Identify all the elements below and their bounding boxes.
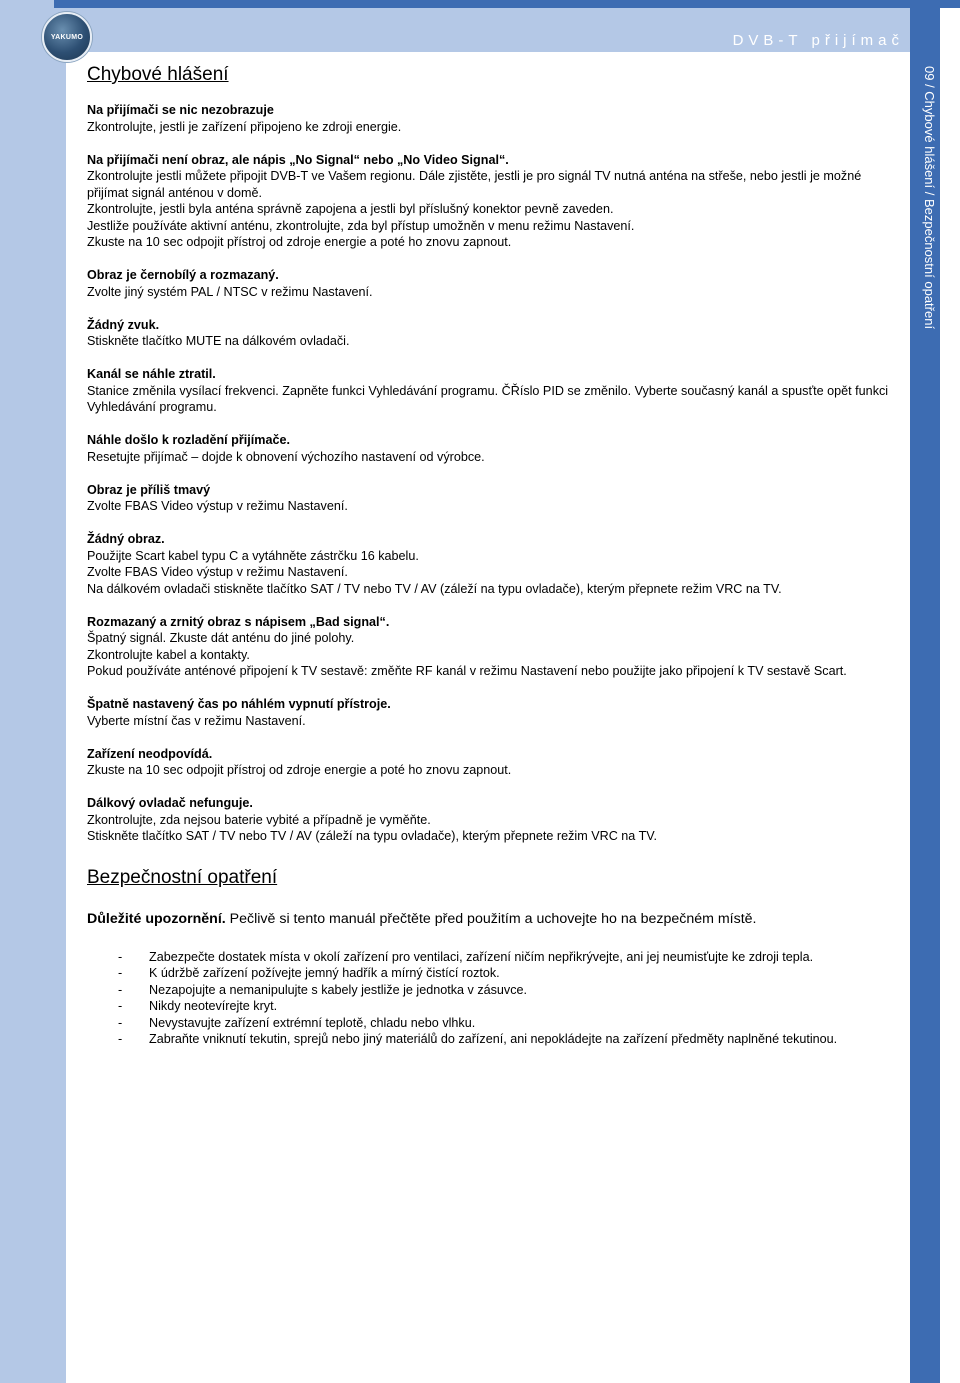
yakumo-logo [42, 12, 92, 62]
error-heading: Dálkový ovladač nefunguje. [87, 796, 253, 810]
logo-text: YAKUMO [50, 33, 84, 41]
error-solution: Stanice změnila vysílací frekvenci. Zapněte funkci Vyhledávání programu. ČŘíslo PID se změnilo. Vyberte současný kanál a spusťte opět funkci Vyhledávání programu. [87, 383, 889, 414]
error-heading: Rozmazaný a zrnitý obraz s nápisem „Bad signal“. [87, 614, 390, 629]
side-tab-label: 09 / Chybové hlášení / Bezpečnostní opatření [922, 66, 937, 330]
error-solution: Jestliže používáte aktivní anténu, zkontrolujte, zda byl přístup umožněn v menu režimu Nastavení. [87, 218, 635, 233]
safety-item: - Nikdy neotevírejte kryt. [87, 998, 897, 1015]
safety-item: - Nezapojujte a nemanipulujte s kabely jestliže je jednotka v zásuvce. [87, 982, 897, 999]
error-heading: Obraz je černobílý a rozmazaný. [87, 268, 279, 282]
error-solution: Špatný signál. Zkuste dát anténu do jiné polohy. [87, 631, 355, 645]
error-heading: Náhle došlo k rozladění přijímače. [87, 433, 290, 447]
error-solution: Na dálkovém ovladači stiskněte tlačítko SAT / TV nebo TV / AV (záleží na typu ovladače), kterým přepnete režim VRC na TV. [87, 581, 782, 596]
important-label: Důležité upozornění. [87, 910, 226, 927]
error-solution: Zkontrolujte, zda nejsou baterie vybité a případně je vyměňte. [87, 812, 431, 827]
safety-item: - Nevystavujte zařízení extrémní teplotě, chladu nebo vlhku. [87, 1015, 897, 1032]
header-title: DVB-T přijímač [732, 32, 904, 49]
safety-item: - Zabezpečte dostatek místa v okolí zařízení pro ventilaci, zařízení ničím nepřikrývejte, ani jej neumisťujte ke zdroji tepla. [87, 949, 897, 966]
error-heading: Žádný obraz. [87, 532, 165, 546]
error-solution: Pokud používáte anténové připojení k TV sestavě: změňte RF kanál v režimu Nastavení nebo použijte jako připojení k TV sestavě Scart. [87, 664, 847, 678]
error-solution: Zkontrolujte, jestli byla anténa správně zapojena a jestli byl příslušný konektor pevně zaveden. [87, 202, 614, 216]
error-solution: Zkuste na 10 sec odpojit přístroj od zdroje energie a poté ho znovu zapnout. [87, 235, 512, 249]
top-accent-strip [54, 0, 960, 8]
error-solution: Zvolte FBAS Video výstup v režimu Nastavení. [87, 499, 348, 513]
error-solution: Resetujte přijímač – dojde k obnovení výchozího nastavení od výrobce. [87, 449, 485, 464]
error-heading: Kanál se náhle ztratil. [87, 367, 216, 381]
error-heading: Na přijímači se nic nezobrazuje [87, 103, 274, 117]
error-heading: Obraz je příliš tmavý [87, 482, 211, 497]
error-solution: Zvolte jiný systém PAL / NTSC v režimu Nastavení. [87, 284, 373, 299]
left-decor-bar [0, 0, 66, 1383]
error-solution: Zkontrolujte kabel a kontakty. [87, 647, 250, 662]
error-heading: Na přijímači není obraz, ale nápis „No Signal“ nebo „No Video Signal“. [87, 152, 509, 167]
error-solution: Zkuste na 10 sec odpojit přístroj od zdroje energie a poté ho znovu zapnout. [87, 763, 512, 777]
error-solution: Zkontrolujte, jestli je zařízení připojeno ke zdroji energie. [87, 119, 402, 134]
safety-list [87, 949, 897, 1048]
error-solution: Zvolte FBAS Video výstup v režimu Nastavení. [87, 565, 348, 579]
safety-item: - K údržbě zařízení požívejte jemný hadřík a mírný čistící roztok. [87, 965, 897, 982]
error-list [87, 102, 897, 845]
important-text: Pečlivě si tento manuál přečtěte před použitím a uchovejte ho na bezpečném místě. [225, 910, 757, 927]
error-solution: Použijte Scart kabel typu C a vytáhněte zástrčku 16 kabelu. [87, 548, 419, 563]
error-solution: Vyberte místní čas v režimu Nastavení. [87, 713, 306, 728]
safety-title: Bezpečnostní opatření [87, 866, 278, 888]
right-margin [940, 8, 960, 1383]
safety-item: - Zabraňte vniknutí tekutin, sprejů nebo jiný materiálů do zařízení, ani nepokládejte na zařízení předměty naplněné tekutinou. [87, 1031, 897, 1048]
important-notice [87, 909, 897, 929]
page-content [87, 62, 897, 1048]
error-solution: Stiskněte tlačítko MUTE na dálkovém ovladači. [87, 334, 350, 348]
error-heading: Zařízení neodpovídá. [87, 746, 213, 761]
errors-title: Chybové hlášení [87, 64, 229, 85]
error-heading: Žádný zvuk. [87, 317, 160, 332]
error-heading: Špatně nastavený čas po náhlém vypnutí přístroje. [87, 697, 391, 711]
error-solution: Zkontrolujte jestli můžete připojit DVB-T ve Vašem regionu. Dále zjistěte, jestli je pro signál TV nutná anténa na střeše, nebo jestli je možné přijímat signál anténou v domě. [87, 169, 862, 200]
error-solution: Stiskněte tlačítko SAT / TV nebo TV / AV (záleží na typu ovladače), kterým přepnete režim VRC na TV. [87, 829, 658, 843]
